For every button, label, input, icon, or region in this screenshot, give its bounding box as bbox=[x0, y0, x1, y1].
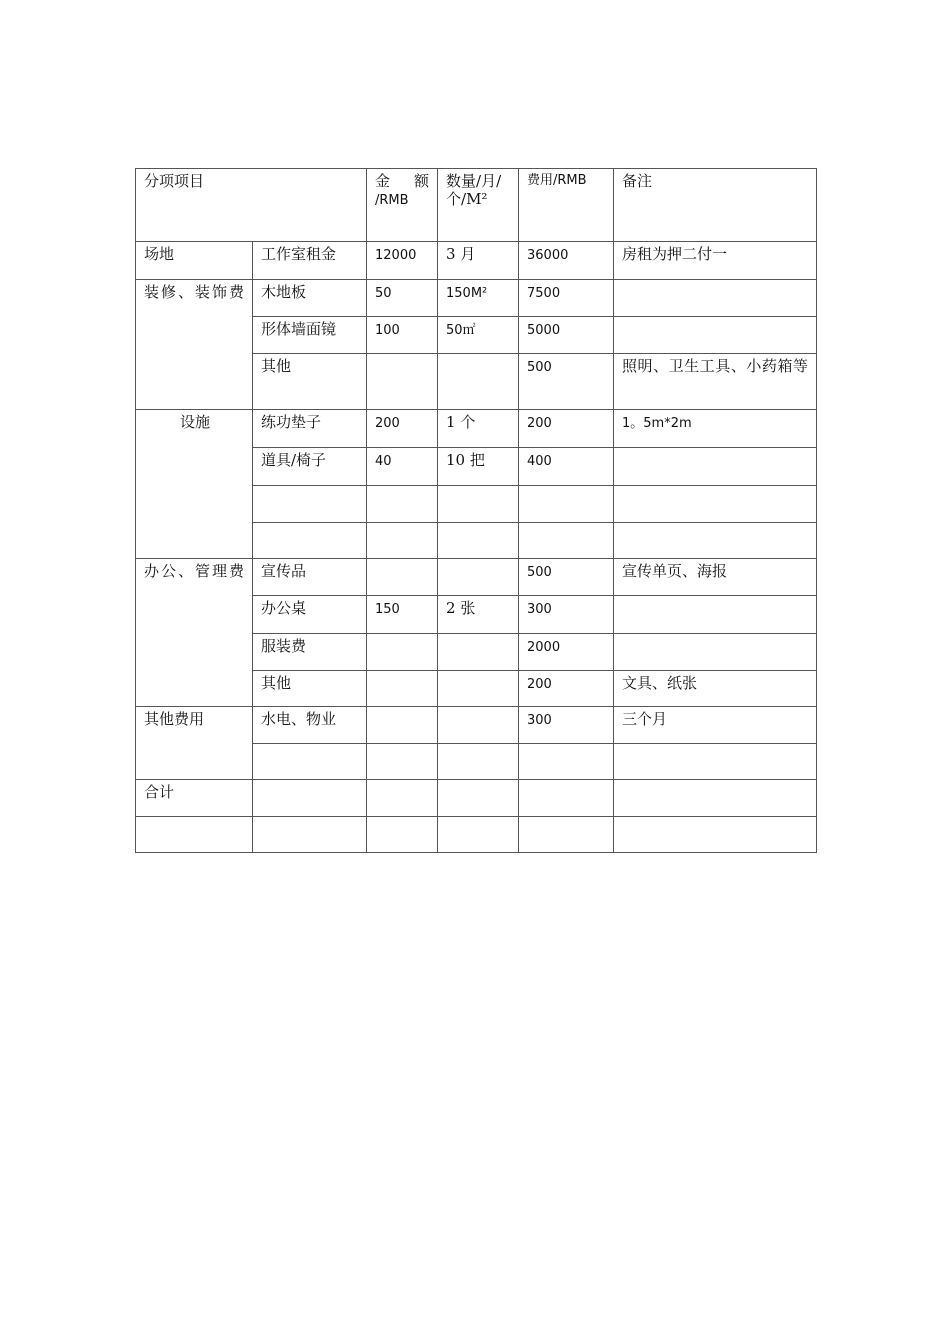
table-row bbox=[136, 280, 817, 317]
amount-cell: 12000 bbox=[367, 242, 438, 280]
remark-cell bbox=[614, 634, 817, 671]
cost-cell: 200 bbox=[519, 410, 614, 448]
remark-cell bbox=[614, 448, 817, 486]
amount-cell bbox=[367, 523, 438, 559]
amount-cell: 150 bbox=[367, 596, 438, 634]
cost-cell bbox=[519, 486, 614, 523]
item-cell: 工作室租金 bbox=[253, 242, 367, 280]
remark-cell bbox=[614, 280, 817, 317]
remark-cell bbox=[614, 744, 817, 780]
item-cell bbox=[253, 744, 367, 780]
qty-cell bbox=[438, 486, 519, 523]
cost-cell: 200 bbox=[519, 671, 614, 707]
item-cell bbox=[253, 780, 367, 817]
remark-cell bbox=[614, 486, 817, 523]
amount-cell bbox=[367, 634, 438, 671]
remark-cell: 房租为押二付一 bbox=[614, 242, 817, 280]
cost-cell: 500 bbox=[519, 559, 614, 596]
header-amount bbox=[367, 169, 438, 242]
item-cell: 水电、物业 bbox=[253, 707, 367, 744]
table-row bbox=[136, 707, 817, 744]
remark-cell: 三个月 bbox=[614, 707, 817, 744]
amount-cell bbox=[367, 817, 438, 853]
qty-cell: 2 张 bbox=[438, 596, 519, 634]
remark-cell bbox=[614, 817, 817, 853]
total-label: 合计 bbox=[136, 780, 253, 817]
amount-cell: 40 bbox=[367, 448, 438, 486]
qty-cell bbox=[438, 523, 519, 559]
item-cell: 道具/椅子 bbox=[253, 448, 367, 486]
amount-cell bbox=[367, 354, 438, 410]
qty-cell: 50㎡ bbox=[438, 317, 519, 354]
remark-cell bbox=[614, 317, 817, 354]
remark-cell bbox=[614, 523, 817, 559]
amount-cell bbox=[367, 671, 438, 707]
header-remark: 备注 bbox=[614, 169, 817, 242]
remark-cell bbox=[614, 780, 817, 817]
item-cell: 练功垫子 bbox=[253, 410, 367, 448]
budget-table bbox=[135, 168, 817, 853]
qty-cell: 1 个 bbox=[438, 410, 519, 448]
header-amount-line2: /RMB bbox=[375, 193, 409, 208]
item-cell bbox=[253, 523, 367, 559]
cost-cell: 7500 bbox=[519, 280, 614, 317]
item-cell: 其他 bbox=[253, 354, 367, 410]
remark-cell: 1。5m*2m bbox=[614, 410, 817, 448]
amount-cell: 200 bbox=[367, 410, 438, 448]
cost-cell: 300 bbox=[519, 596, 614, 634]
header-cost: 费用/RMB bbox=[519, 169, 614, 242]
amount-cell bbox=[367, 707, 438, 744]
category-decor: 装修、装饰费 bbox=[136, 280, 253, 410]
cost-cell: 500 bbox=[519, 354, 614, 410]
qty-cell bbox=[438, 707, 519, 744]
amount-cell: 100 bbox=[367, 317, 438, 354]
category-cell bbox=[136, 817, 253, 853]
header-qty: 数量/月/个/M² bbox=[438, 169, 519, 242]
amount-cell bbox=[367, 559, 438, 596]
cost-cell bbox=[519, 744, 614, 780]
qty-cell bbox=[438, 559, 519, 596]
item-cell bbox=[253, 817, 367, 853]
qty-cell bbox=[438, 354, 519, 410]
qty-cell bbox=[438, 634, 519, 671]
amount-cell bbox=[367, 744, 438, 780]
remark-cell: 宣传单页、海报 bbox=[614, 559, 817, 596]
remark-cell: 照明、卫生工具、小药箱等 bbox=[614, 354, 817, 410]
cost-cell: 5000 bbox=[519, 317, 614, 354]
total-row bbox=[136, 780, 817, 817]
cost-cell bbox=[519, 817, 614, 853]
amount-cell bbox=[367, 486, 438, 523]
header-row bbox=[136, 169, 817, 242]
header-item: 分项项目 bbox=[136, 169, 367, 242]
item-cell: 其他 bbox=[253, 671, 367, 707]
item-cell: 宣传品 bbox=[253, 559, 367, 596]
qty-cell bbox=[438, 671, 519, 707]
category-other: 其他费用 bbox=[136, 707, 253, 780]
item-cell: 形体墙面镜 bbox=[253, 317, 367, 354]
cost-cell: 400 bbox=[519, 448, 614, 486]
table-row-empty bbox=[136, 817, 817, 853]
item-cell bbox=[253, 486, 367, 523]
item-cell: 办公桌 bbox=[253, 596, 367, 634]
amount-cell bbox=[367, 780, 438, 817]
qty-cell bbox=[438, 780, 519, 817]
category-facility: 设施 bbox=[136, 410, 253, 559]
cost-cell bbox=[519, 780, 614, 817]
qty-cell bbox=[438, 744, 519, 780]
qty-cell: 150M² bbox=[438, 280, 519, 317]
cost-cell: 36000 bbox=[519, 242, 614, 280]
qty-cell bbox=[438, 817, 519, 853]
header-amount-line1: 金 额 bbox=[375, 172, 430, 190]
qty-cell: 3 月 bbox=[438, 242, 519, 280]
amount-cell: 50 bbox=[367, 280, 438, 317]
cost-cell: 2000 bbox=[519, 634, 614, 671]
item-cell: 木地板 bbox=[253, 280, 367, 317]
table-row bbox=[136, 242, 817, 280]
cost-cell: 300 bbox=[519, 707, 614, 744]
table-row bbox=[136, 559, 817, 596]
category-venue: 场地 bbox=[136, 242, 253, 280]
qty-cell: 10 把 bbox=[438, 448, 519, 486]
remark-cell bbox=[614, 596, 817, 634]
remark-cell: 文具、纸张 bbox=[614, 671, 817, 707]
cost-cell bbox=[519, 523, 614, 559]
item-cell: 服装费 bbox=[253, 634, 367, 671]
category-office: 办公、管理费 bbox=[136, 559, 253, 707]
table-row bbox=[136, 410, 817, 448]
